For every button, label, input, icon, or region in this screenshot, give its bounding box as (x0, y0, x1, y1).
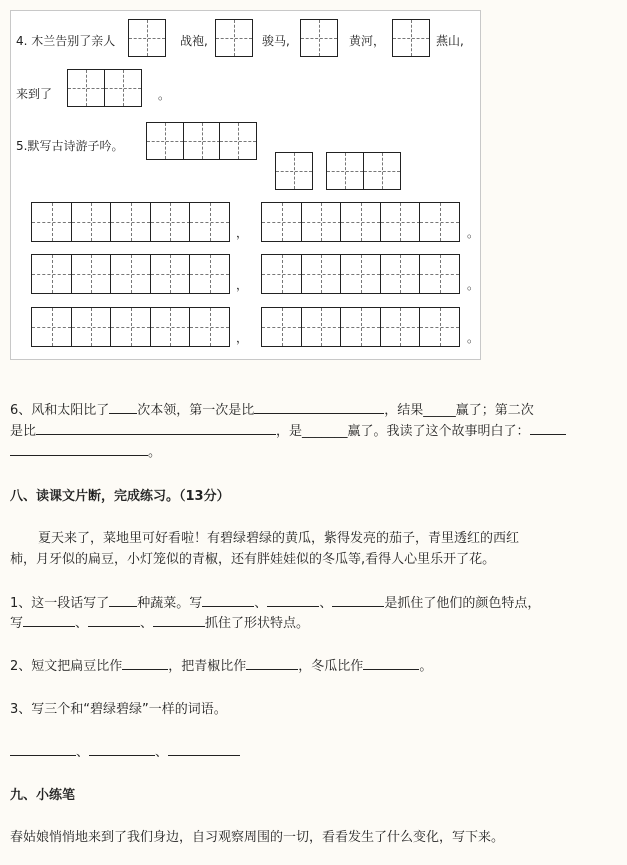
s8-q1-b: 种蔬菜。写 (137, 596, 203, 611)
poem-dynasty-grid[interactable] (275, 152, 313, 190)
q4-end: 。 (158, 88, 171, 102)
writing-cell[interactable] (183, 122, 221, 160)
writing-cell[interactable] (301, 202, 342, 242)
writing-cell[interactable] (71, 307, 112, 347)
writing-cell[interactable] (71, 254, 112, 294)
writing-cell[interactable] (31, 307, 72, 347)
s8-q2-d: 。 (419, 659, 433, 674)
poem-comma-1: ， (236, 226, 249, 240)
writing-cell[interactable] (419, 254, 460, 294)
writing-cell[interactable] (219, 122, 257, 160)
q6-text-1: 6、风和太阳比了 (10, 403, 110, 418)
q4-word-4: 燕山, (436, 34, 464, 48)
writing-cell[interactable] (301, 254, 342, 294)
q6-blank-4[interactable] (530, 422, 566, 435)
s8-q1-e: 是抓住了他们的颜色特点， (384, 596, 541, 611)
writing-cell[interactable] (110, 202, 151, 242)
q4-grid-4[interactable] (392, 19, 430, 57)
s8-q2-blank-2[interactable] (246, 657, 298, 670)
writing-cell[interactable] (380, 254, 421, 294)
poem-comma-3: ， (236, 331, 249, 345)
writing-cell[interactable] (340, 254, 381, 294)
s8-q1-line2 (10, 612, 309, 631)
q6-blank-1[interactable] (109, 401, 137, 414)
s8-q3-sep-1: 、 (76, 745, 90, 760)
writing-cell[interactable] (261, 307, 302, 347)
q4-word-2: 骏马, (262, 34, 290, 48)
s8-q1-d: 、 (319, 596, 333, 611)
writing-cell[interactable] (110, 307, 151, 347)
poem-line-2a[interactable] (31, 254, 230, 294)
writing-cell[interactable] (380, 202, 421, 242)
q6-blank-2[interactable] (254, 401, 384, 414)
q5-label: 5.默写古诗游子吟。 (16, 139, 124, 153)
writing-cell[interactable] (275, 152, 313, 190)
s8-q2-b: ，把青椒比作 (168, 659, 247, 674)
s8-q2 (10, 655, 432, 674)
s8-q1-h: 、 (140, 616, 154, 631)
q6-blank-3[interactable] (36, 422, 276, 435)
writing-cell[interactable] (146, 122, 184, 160)
writing-cell[interactable] (110, 254, 151, 294)
writing-cell[interactable] (301, 307, 342, 347)
poem-line-2b[interactable] (261, 254, 460, 294)
s8-q1-blank-6[interactable] (88, 614, 140, 627)
q4-grid-3[interactable] (300, 19, 338, 57)
poem-line-3a[interactable] (31, 307, 230, 347)
q4-grid-2[interactable] (215, 19, 253, 57)
writing-cell[interactable] (31, 254, 72, 294)
writing-cell[interactable] (261, 254, 302, 294)
q6-text-4: 是比 (10, 424, 37, 439)
writing-cell[interactable] (215, 19, 253, 57)
q4-grid-5[interactable] (67, 69, 142, 107)
writing-cell[interactable] (150, 254, 191, 294)
s8-q1-blank-5[interactable] (23, 614, 75, 627)
s8-q1-blank-7[interactable] (153, 614, 205, 627)
poem-line-3b[interactable] (261, 307, 460, 347)
writing-cell[interactable] (363, 152, 401, 190)
writing-cell[interactable] (150, 307, 191, 347)
q6-text-3: ，结果_____赢了；第二次 (384, 403, 534, 418)
q6-line2 (10, 420, 566, 439)
s8-q1-blank-3[interactable] (267, 594, 319, 607)
writing-cell[interactable] (300, 19, 338, 57)
poem-period-2: 。 (467, 278, 480, 292)
s8-q1-c: 、 (254, 596, 268, 611)
poem-period-1: 。 (467, 226, 480, 240)
q4-word-3: 黄河， (349, 34, 386, 48)
s8-q1-f: 写 (10, 616, 24, 631)
s8-q3-blank-2[interactable] (89, 743, 155, 756)
q6-text-5: ，是_______赢了。我读了这个故事明白了： (276, 424, 530, 439)
s8-q1-i: 抓住了形状特点。 (205, 616, 310, 631)
s8-q3-sep-2: 、 (155, 745, 169, 760)
q6-line1 (10, 399, 534, 418)
section8-heading: 八、读课文片断，完成练习。（13分） (10, 489, 230, 504)
s8-q1-blank-2[interactable] (202, 594, 254, 607)
q4-word-1: 战袍, (180, 34, 208, 48)
q4-grid-1[interactable] (128, 19, 166, 57)
s8-q2-c: ，冬瓜比作 (298, 659, 364, 674)
q6-text-6: 。 (148, 445, 162, 460)
s8-q3-blank-3[interactable] (168, 743, 240, 756)
s8-q2-blank-3[interactable] (363, 657, 419, 670)
s8-q1-blank-4[interactable] (332, 594, 384, 607)
poem-period-3: 。 (467, 331, 480, 345)
writing-cell[interactable] (150, 202, 191, 242)
writing-cell[interactable] (71, 202, 112, 242)
writing-cell[interactable] (189, 202, 230, 242)
section9-heading: 九、小练笔 (10, 788, 76, 803)
q4-line2: 来到了 (16, 87, 53, 101)
s8-q3-text: 3、写三个和“碧绿碧绿”一样的词语。 (10, 702, 227, 717)
writing-cell[interactable] (392, 19, 430, 57)
s8-q1-line1 (10, 592, 540, 611)
poem-line-1a[interactable] (31, 202, 230, 242)
poem-title-grid[interactable] (146, 122, 257, 160)
poem-comma-2: ， (236, 278, 249, 292)
q6-text-2: 次本领，第一次是比 (137, 403, 255, 418)
s8-q3-answers (10, 741, 240, 760)
writing-cell[interactable] (380, 307, 421, 347)
writing-cell[interactable] (31, 202, 72, 242)
writing-cell[interactable] (189, 254, 230, 294)
s8-q2-a: 2、短文把扁豆比作 (10, 659, 123, 674)
section8-para-line1: 夏天来了，菜地里可好看啦！有碧绿碧绿的黄瓜，紫得发亮的茄子，青里透红的西红 (38, 531, 520, 546)
q6-blank-5[interactable] (10, 443, 148, 456)
poem-author-grid[interactable] (326, 152, 401, 190)
s8-q1-a: 1、这一段话写了 (10, 596, 110, 611)
s8-q1-g: 、 (75, 616, 89, 631)
writing-cell[interactable] (419, 202, 460, 242)
section8-para-line2: 柿，月牙似的扁豆，小灯笼似的青椒，还有胖娃娃似的冬瓜等,看得人心里乐开了花。 (10, 552, 496, 567)
s8-q2-blank-1[interactable] (122, 657, 168, 670)
writing-cell[interactable] (340, 202, 381, 242)
writing-cell[interactable] (261, 202, 302, 242)
writing-cell[interactable] (67, 69, 105, 107)
writing-cell[interactable] (419, 307, 460, 347)
poem-line-1b[interactable] (261, 202, 460, 242)
q4-prefix: 4. 木兰告别了亲人 (16, 34, 116, 48)
writing-cell[interactable] (189, 307, 230, 347)
s8-q3-blank-1[interactable] (10, 743, 76, 756)
writing-cell[interactable] (128, 19, 166, 57)
q6-line3 (10, 441, 161, 460)
writing-cell[interactable] (326, 152, 364, 190)
writing-cell[interactable] (104, 69, 142, 107)
section9-text: 春姑娘悄悄地来到了我们身边，自习观察周围的一切，看看发生了什么变化，写下来。 (10, 830, 505, 845)
writing-cell[interactable] (340, 307, 381, 347)
s8-q1-blank-1[interactable] (109, 594, 137, 607)
